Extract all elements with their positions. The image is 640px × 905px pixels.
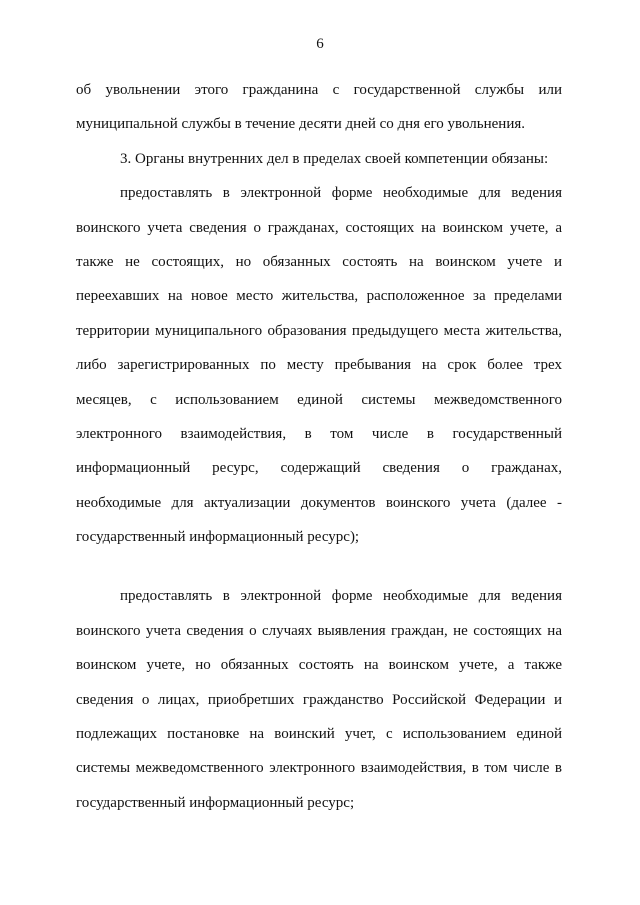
- text-line: предоставлять в электронной форме необходимые для ведения: [120, 588, 562, 605]
- text-line: муниципальной службы в течение десяти дней со дня его увольнения.: [76, 116, 526, 133]
- text-line: воинского учета сведения о случаях выявления граждан, не состоящих на: [76, 622, 562, 639]
- text-line: электронного взаимодействия, в том числе в государственный: [76, 425, 562, 442]
- paragraph-spacer: [76, 554, 562, 579]
- text-line: предоставлять в электронной форме необходимые для ведения: [120, 185, 562, 202]
- text-line: подлежащих постановке на воинский учет, с использованием единой: [76, 726, 562, 743]
- text-line: сведения о лицах, приобретших гражданство Российской Федерации и: [76, 691, 562, 708]
- text-line: информационный ресурс, содержащий сведения о гражданах,: [76, 460, 562, 477]
- text-line: 3. Органы внутренних дел в пределах своей компетенции обязаны:: [120, 150, 549, 167]
- text-line: также не состоящих, но обязанных состоять на воинском учете и: [76, 253, 562, 270]
- text-line: либо зарегистрированных по месту пребывания на срок более трех: [76, 357, 562, 374]
- text-line: территории муниципального образования предыдущего места жительства,: [76, 322, 562, 339]
- paragraph: [76, 73, 562, 142]
- text-line: системы межведомственного электронного взаимодействия, в том числе в: [76, 760, 562, 777]
- paragraph: [76, 142, 562, 176]
- text-line: об увольнении этого гражданина с государственной службы или: [76, 82, 562, 98]
- paragraph: [76, 579, 562, 820]
- document-body: [76, 73, 562, 820]
- text-line: месяцев, с использованием единой системы межведомственного: [76, 391, 562, 408]
- text-line: воинском учете, но обязанных состоять на воинском учете, а также: [76, 657, 562, 674]
- text-line: воинского учета сведения о гражданах, состоящих на воинском учете, а: [76, 219, 562, 236]
- page-number: 6: [316, 36, 324, 52]
- text-line: переехавших на новое место жительства, расположенное за пределами: [76, 288, 562, 305]
- text-line: государственный информационный ресурс;: [76, 794, 355, 811]
- paragraph: [76, 176, 562, 554]
- text-line: необходимые для актуализации документов воинского учета (далее -: [76, 494, 562, 511]
- text-line: государственный информационный ресурс);: [76, 529, 360, 546]
